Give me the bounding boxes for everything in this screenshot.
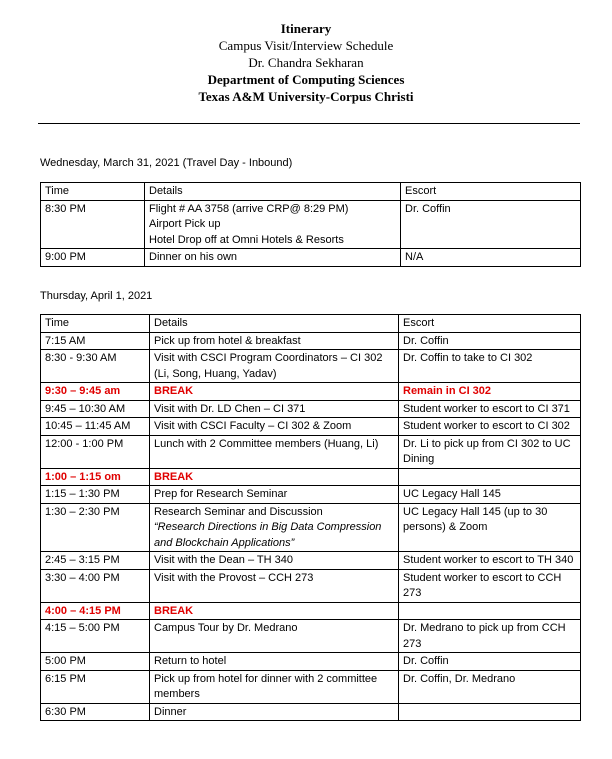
details-line: Return to hotel [154, 655, 227, 667]
details-cell [150, 552, 399, 570]
day2-table [40, 314, 581, 721]
column-header: Time [41, 315, 150, 333]
university-name: Texas A&M University-Corpus Christi [198, 89, 414, 104]
candidate-name: Dr. Chandra Sekharan [248, 55, 364, 70]
table-row [41, 552, 581, 570]
table-header-row [41, 183, 581, 201]
details-line: Airport Pick up [149, 218, 221, 230]
time-cell: 1:15 – 1:30 PM [41, 486, 150, 504]
time-cell: 4:00 – 4:15 PM [41, 602, 150, 620]
document-header [0, 20, 612, 105]
doc-title: Itinerary [280, 21, 332, 36]
column-header: Escort [399, 315, 581, 333]
time-cell: 1:30 – 2:30 PM [41, 503, 150, 552]
table-row [41, 486, 581, 504]
escort-cell [399, 602, 581, 620]
escort-cell: Dr. Coffin [401, 200, 581, 249]
details-line: BREAK [154, 604, 194, 617]
table-row [41, 435, 581, 468]
details-cell [150, 620, 399, 653]
table-row [41, 350, 581, 383]
details-cell [150, 468, 399, 486]
table-header-row [41, 315, 581, 333]
details-line: Dinner [154, 705, 187, 718]
details-cell [150, 486, 399, 504]
details-line: Pick up from hotel & breakfast [154, 334, 301, 347]
details-line: Flight # AA 3758 (arrive CRP@ 8:29 PM) [149, 202, 349, 215]
escort-cell: Dr. Coffin to take to CI 302 [399, 350, 581, 383]
details-line: Visit with CSCI Program Coordinators – CI 302 [154, 352, 383, 364]
table-row [41, 400, 581, 418]
details-cell [145, 200, 401, 249]
details-line: Visit with the Dean – TH 340 [154, 554, 294, 566]
escort-cell: N/A [401, 249, 581, 267]
table-row [41, 249, 581, 267]
details-line: Visit with CSCI Faculty – CI 302 & Zoom [154, 420, 352, 432]
escort-cell: Student worker to escort to TH 340 [399, 552, 581, 570]
details-cell [150, 383, 399, 401]
table-row [41, 468, 581, 486]
column-header: Time [41, 183, 145, 201]
details-line: Pick up from hotel for dinner with 2 committee members [154, 672, 378, 700]
header-divider [38, 123, 580, 124]
details-cell [150, 503, 399, 552]
details-cell [150, 332, 399, 350]
escort-cell: Dr. Medrano to pick up from CCH 273 [399, 620, 581, 653]
escort-cell [399, 468, 581, 486]
column-header: Escort [401, 183, 581, 201]
details-line: Research Seminar and Discussion [154, 505, 323, 518]
seminar-title: “Research Directions in Big Data Compression and Blockchain Applications” [154, 521, 382, 549]
escort-cell: Student worker to escort to CI 371 [399, 400, 581, 418]
details-cell [145, 249, 401, 267]
table-row [41, 418, 581, 436]
details-line: (Li, Song, Huang, Yadav) [154, 367, 277, 380]
details-cell [150, 569, 399, 602]
details-cell [150, 703, 399, 721]
escort-cell: Remain in CI 302 [399, 383, 581, 401]
table-row [41, 332, 581, 350]
department-name: Department of Computing Sciences [207, 72, 405, 87]
details-cell [150, 602, 399, 620]
time-cell: 8:30 - 9:30 AM [41, 350, 150, 383]
time-cell: 8:30 PM [41, 200, 145, 249]
table-row [41, 602, 581, 620]
details-line: BREAK [154, 385, 194, 397]
time-cell: 12:00 - 1:00 PM [41, 435, 150, 468]
time-cell: 9:30 – 9:45 am [41, 383, 150, 401]
day1-title: Wednesday, March 31, 2021 (Travel Day - Inbound) [40, 157, 293, 169]
escort-cell: Dr. Coffin [399, 332, 581, 350]
details-cell [150, 670, 399, 703]
time-cell: 3:30 – 4:00 PM [41, 569, 150, 602]
table-row [41, 703, 581, 721]
time-cell: 7:15 AM [41, 332, 150, 350]
time-cell: 6:15 PM [41, 670, 150, 703]
details-cell [150, 435, 399, 468]
table-row [41, 503, 581, 552]
day2-title: Thursday, April 1, 2021 [40, 290, 153, 302]
escort-cell: Student worker to escort to CI 302 [399, 418, 581, 436]
table-row [41, 670, 581, 703]
time-cell: 9:45 – 10:30 AM [41, 400, 150, 418]
escort-cell: Dr. Coffin [399, 653, 581, 671]
column-header: Details [145, 183, 401, 201]
details-cell [150, 418, 399, 436]
time-cell: 6:30 PM [41, 703, 150, 721]
details-line: Visit with the Provost – CCH 273 [154, 571, 314, 584]
escort-cell: Dr. Coffin, Dr. Medrano [399, 670, 581, 703]
escort-cell [399, 703, 581, 721]
details-line: Prep for Research Seminar [154, 488, 288, 500]
column-header: Details [150, 315, 399, 333]
details-line: Lunch with 2 Committee members (Huang, Li) [154, 437, 379, 450]
time-cell: 5:00 PM [41, 653, 150, 671]
escort-cell: Student worker to escort to CCH 273 [399, 569, 581, 602]
table-row [41, 383, 581, 401]
time-cell: 1:00 – 1:15 om [41, 468, 150, 486]
details-line: Dinner on his own [149, 251, 238, 263]
time-cell: 10:45 – 11:45 AM [41, 418, 150, 436]
day1-table [40, 182, 581, 267]
time-cell: 9:00 PM [41, 249, 145, 267]
details-cell [150, 350, 399, 383]
escort-cell: UC Legacy Hall 145 [399, 486, 581, 504]
details-cell [150, 400, 399, 418]
time-cell: 2:45 – 3:15 PM [41, 552, 150, 570]
table-row [41, 569, 581, 602]
escort-cell: Dr. Li to pick up from CI 302 to UC Dining [399, 435, 581, 468]
details-line: Campus Tour by Dr. Medrano [154, 622, 298, 634]
escort-cell: UC Legacy Hall 145 (up to 30 persons) & Zoom [399, 503, 581, 552]
doc-subtitle: Campus Visit/Interview Schedule [218, 38, 394, 53]
details-line: Visit with Dr. LD Chen – CI 371 [154, 402, 306, 415]
time-cell: 4:15 – 5:00 PM [41, 620, 150, 653]
table-row [41, 653, 581, 671]
details-line: BREAK [154, 470, 194, 483]
details-cell [150, 653, 399, 671]
table-row [41, 200, 581, 249]
details-line: Hotel Drop off at Omni Hotels & Resorts [149, 233, 344, 246]
table-row [41, 620, 581, 653]
